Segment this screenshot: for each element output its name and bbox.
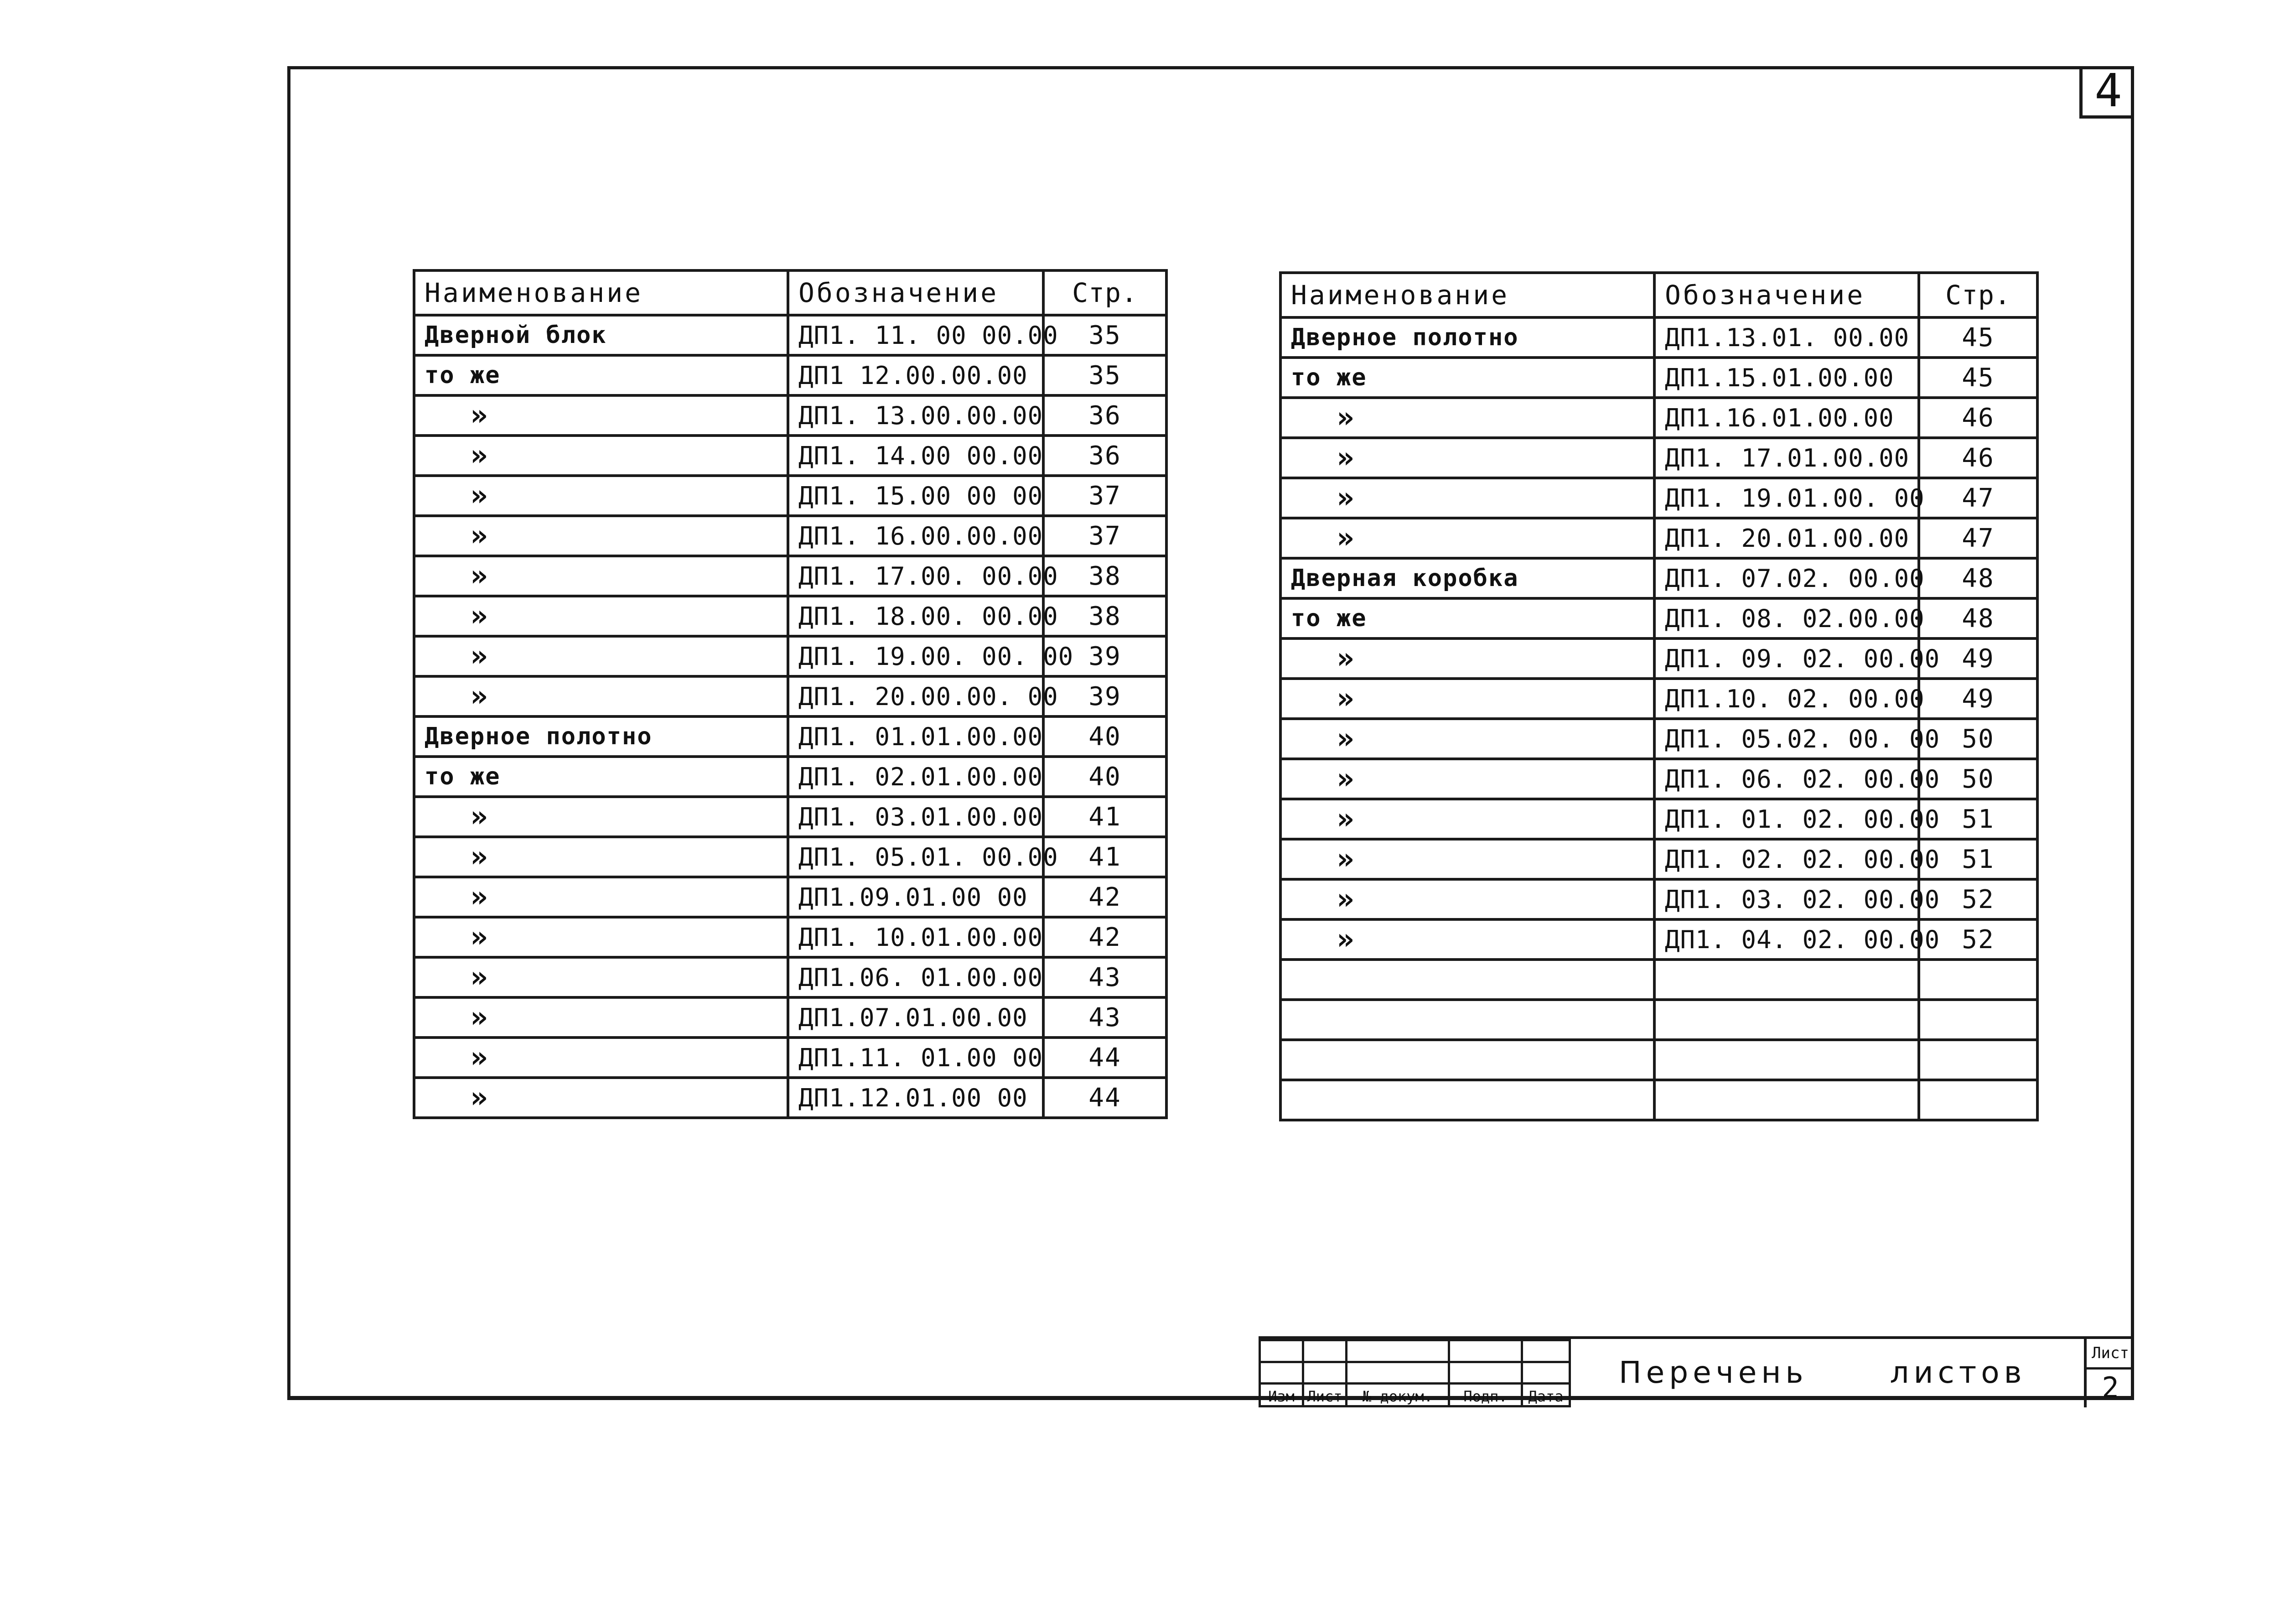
row-name: » bbox=[414, 1038, 788, 1078]
table-row bbox=[414, 1038, 1166, 1078]
table-row bbox=[1280, 719, 2037, 759]
table-row bbox=[414, 556, 1166, 596]
table-row bbox=[414, 917, 1166, 957]
table-row bbox=[1280, 358, 2037, 398]
row-name: » bbox=[1280, 679, 1654, 719]
table-row bbox=[1280, 839, 2037, 879]
row-code: ДП1.13.01. 00.00 bbox=[1654, 317, 1919, 358]
row-name: то же bbox=[414, 355, 788, 395]
table-row bbox=[414, 395, 1166, 436]
row-page: 43 bbox=[1043, 957, 1166, 997]
row-name: Дверной блок bbox=[414, 315, 788, 355]
row-code: ДП1. 14.00 00.00 bbox=[788, 436, 1043, 476]
row-code: ДП1.15.01.00.00 bbox=[1654, 358, 1919, 398]
row-name: » bbox=[414, 837, 788, 877]
table-row bbox=[414, 877, 1166, 917]
row-code: ДП1.07.01.00.00 bbox=[788, 997, 1043, 1038]
row-code: ДП1 12.00.00.00 bbox=[788, 355, 1043, 395]
table-row bbox=[414, 476, 1166, 516]
table-row bbox=[1280, 879, 2037, 919]
row-code: ДП1. 17.00. 00.00 bbox=[788, 556, 1043, 596]
row-page: 41 bbox=[1043, 797, 1166, 837]
table-row bbox=[414, 837, 1166, 877]
row-name: » bbox=[414, 516, 788, 556]
row-page: 47 bbox=[1919, 518, 2037, 558]
row-code: ДП1. 15.00 00 00 bbox=[788, 476, 1043, 516]
row-page: 51 bbox=[1919, 839, 2037, 879]
row-page: 38 bbox=[1043, 596, 1166, 636]
header-name: Наименование bbox=[414, 270, 788, 315]
sheet-label: Лист bbox=[2087, 1339, 2134, 1370]
table-row bbox=[1280, 1080, 2037, 1120]
row-name: » bbox=[414, 476, 788, 516]
row-name: » bbox=[414, 997, 788, 1038]
row-code: ДП1. 19.01.00. 00 bbox=[1654, 478, 1919, 518]
row-code: ДП1.10. 02. 00.00 bbox=[1654, 679, 1919, 719]
row-name: » bbox=[1280, 799, 1654, 839]
row-page: 42 bbox=[1043, 877, 1166, 917]
sheet-number: 2 bbox=[2102, 1371, 2119, 1404]
table-row bbox=[414, 957, 1166, 997]
row-code: ДП1. 02. 02. 00.00 bbox=[1654, 839, 1919, 879]
row-code: ДП1. 03. 02. 00.00 bbox=[1654, 879, 1919, 919]
table-row bbox=[414, 997, 1166, 1038]
row-name bbox=[1280, 960, 1654, 1000]
row-name: » bbox=[414, 436, 788, 476]
revision-grid bbox=[1259, 1339, 1571, 1407]
header-page: Стр. bbox=[1043, 270, 1166, 315]
row-code: ДП1. 02.01.00.00 bbox=[788, 757, 1043, 797]
row-page bbox=[1919, 1000, 2037, 1040]
row-code: ДП1. 19.00. 00. 00 bbox=[788, 636, 1043, 676]
row-name: Дверная коробка bbox=[1280, 558, 1654, 598]
table-row bbox=[1280, 398, 2037, 438]
row-name: » bbox=[414, 1078, 788, 1118]
row-name: Дверное полотно bbox=[414, 716, 788, 757]
sheet-list-table-left bbox=[413, 269, 1168, 1119]
table-row bbox=[1280, 638, 2037, 679]
rev-col-change: Изм bbox=[1260, 1384, 1303, 1406]
row-code: ДП1. 01. 02. 00.00 bbox=[1654, 799, 1919, 839]
row-name bbox=[1280, 1080, 1654, 1120]
row-page: 49 bbox=[1919, 679, 2037, 719]
table-row bbox=[414, 1078, 1166, 1118]
row-page: 41 bbox=[1043, 837, 1166, 877]
table-row bbox=[1280, 759, 2037, 799]
row-code: ДП1.09.01.00 00 bbox=[788, 877, 1043, 917]
header-code: Обозначение bbox=[788, 270, 1043, 315]
table-row bbox=[1280, 478, 2037, 518]
row-page bbox=[1919, 960, 2037, 1000]
row-code: ДП1.06. 01.00.00 bbox=[788, 957, 1043, 997]
row-code: ДП1. 20.00.00. 00 bbox=[788, 676, 1043, 716]
rev-col-date: Дата bbox=[1522, 1384, 1570, 1406]
row-code bbox=[1654, 960, 1919, 1000]
row-code: ДП1. 07.02. 00.00 bbox=[1654, 558, 1919, 598]
row-name: то же bbox=[1280, 598, 1654, 638]
row-code: ДП1.12.01.00 00 bbox=[788, 1078, 1043, 1118]
table-row bbox=[1280, 1040, 2037, 1080]
row-page: 40 bbox=[1043, 716, 1166, 757]
row-name: » bbox=[414, 917, 788, 957]
table-row bbox=[1280, 317, 2037, 358]
document-title bbox=[1619, 1355, 2108, 1390]
sheet-list-table-right bbox=[1279, 271, 2039, 1121]
row-page: 50 bbox=[1919, 719, 2037, 759]
row-name: » bbox=[414, 596, 788, 636]
row-code bbox=[1654, 1000, 1919, 1040]
row-page: 44 bbox=[1043, 1038, 1166, 1078]
rev-col-sheet: Лист bbox=[1303, 1384, 1347, 1406]
row-code: ДП1. 16.00.00.00 bbox=[788, 516, 1043, 556]
table-row bbox=[1280, 598, 2037, 638]
row-code: ДП1. 18.00. 00.00 bbox=[788, 596, 1043, 636]
row-code: ДП1. 10.01.00.00 bbox=[788, 917, 1043, 957]
row-page: 48 bbox=[1919, 558, 2037, 598]
row-name: » bbox=[414, 556, 788, 596]
row-page: 44 bbox=[1043, 1078, 1166, 1118]
rev-col-signature: Подп. bbox=[1449, 1384, 1522, 1406]
title-word-1: Перечень bbox=[1619, 1355, 1808, 1390]
row-code: ДП1. 05.01. 00.00 bbox=[788, 837, 1043, 877]
row-name: » bbox=[1280, 839, 1654, 879]
row-page: 37 bbox=[1043, 476, 1166, 516]
row-name: Дверное полотно bbox=[1280, 317, 1654, 358]
row-name: » bbox=[1280, 759, 1654, 799]
header-code: Обозначение bbox=[1654, 273, 1919, 317]
row-code: ДП1.11. 01.00 00 bbox=[788, 1038, 1043, 1078]
row-name: » bbox=[1280, 879, 1654, 919]
table-row bbox=[1280, 919, 2037, 960]
row-page: 46 bbox=[1919, 398, 2037, 438]
row-page bbox=[1919, 1040, 2037, 1080]
row-name: » bbox=[1280, 518, 1654, 558]
row-name: » bbox=[1280, 919, 1654, 960]
title-block bbox=[1259, 1336, 2134, 1405]
row-code: ДП1. 13.00.00.00 bbox=[788, 395, 1043, 436]
row-code bbox=[1654, 1040, 1919, 1080]
row-code: ДП1. 06. 02. 00.00 bbox=[1654, 759, 1919, 799]
table-row bbox=[414, 516, 1166, 556]
row-name: » bbox=[414, 797, 788, 837]
table-row bbox=[414, 716, 1166, 757]
row-page: 45 bbox=[1919, 317, 2037, 358]
row-page: 37 bbox=[1043, 516, 1166, 556]
row-page: 43 bbox=[1043, 997, 1166, 1038]
row-code: ДП1. 17.01.00.00 bbox=[1654, 438, 1919, 478]
table-row bbox=[414, 315, 1166, 355]
row-page: 40 bbox=[1043, 757, 1166, 797]
table-row bbox=[1280, 679, 2037, 719]
table-row bbox=[1280, 1000, 2037, 1040]
row-page: 38 bbox=[1043, 556, 1166, 596]
rev-col-doc-number: № докум. bbox=[1347, 1384, 1449, 1406]
table-row bbox=[414, 636, 1166, 676]
row-page: 49 bbox=[1919, 638, 2037, 679]
table-row bbox=[1280, 438, 2037, 478]
table-row bbox=[414, 436, 1166, 476]
row-code: ДП1. 03.01.00.00 bbox=[788, 797, 1043, 837]
header-name: Наименование bbox=[1280, 273, 1654, 317]
sheet-box bbox=[2084, 1339, 2134, 1407]
row-page: 36 bbox=[1043, 436, 1166, 476]
row-page: 35 bbox=[1043, 355, 1166, 395]
row-name: » bbox=[414, 676, 788, 716]
row-page: 48 bbox=[1919, 598, 2037, 638]
table-body bbox=[414, 315, 1166, 1118]
table-row bbox=[1280, 518, 2037, 558]
row-page: 46 bbox=[1919, 438, 2037, 478]
row-name: » bbox=[414, 877, 788, 917]
table-row bbox=[414, 676, 1166, 716]
row-name bbox=[1280, 1000, 1654, 1040]
row-code: ДП1. 08. 02.00.00 bbox=[1654, 598, 1919, 638]
table-header-row bbox=[1280, 273, 2037, 317]
row-page: 36 bbox=[1043, 395, 1166, 436]
table-row bbox=[414, 596, 1166, 636]
row-name: » bbox=[1280, 638, 1654, 679]
table-header-row bbox=[414, 270, 1166, 315]
row-code: ДП1.16.01.00.00 bbox=[1654, 398, 1919, 438]
table-row bbox=[1280, 799, 2037, 839]
row-code bbox=[1654, 1080, 1919, 1120]
row-page: 45 bbox=[1919, 358, 2037, 398]
row-code: ДП1. 09. 02. 00.00 bbox=[1654, 638, 1919, 679]
table-row bbox=[414, 797, 1166, 837]
row-page: 39 bbox=[1043, 636, 1166, 676]
header-page: Стр. bbox=[1919, 273, 2037, 317]
row-page: 52 bbox=[1919, 919, 2037, 960]
row-code: ДП1. 04. 02. 00.00 bbox=[1654, 919, 1919, 960]
row-name: » bbox=[414, 395, 788, 436]
row-page: 50 bbox=[1919, 759, 2037, 799]
row-name: » bbox=[414, 636, 788, 676]
page-number: 4 bbox=[2079, 66, 2134, 119]
row-name bbox=[1280, 1040, 1654, 1080]
table-row bbox=[414, 355, 1166, 395]
row-name: » bbox=[1280, 438, 1654, 478]
row-name: » bbox=[1280, 398, 1654, 438]
row-name: » bbox=[1280, 719, 1654, 759]
row-code: ДП1. 11. 00 00.00 bbox=[788, 315, 1043, 355]
row-page: 42 bbox=[1043, 917, 1166, 957]
title-word-2: листов bbox=[1890, 1355, 2026, 1390]
row-code: ДП1. 05.02. 00. 00 bbox=[1654, 719, 1919, 759]
table-row bbox=[1280, 558, 2037, 598]
row-code: ДП1. 01.01.00.00 bbox=[788, 716, 1043, 757]
row-name: то же bbox=[414, 757, 788, 797]
row-page: 47 bbox=[1919, 478, 2037, 518]
table-body bbox=[1280, 317, 2037, 1120]
row-name: » bbox=[1280, 478, 1654, 518]
row-page bbox=[1919, 1080, 2037, 1120]
row-page: 52 bbox=[1919, 879, 2037, 919]
row-page: 39 bbox=[1043, 676, 1166, 716]
row-page: 35 bbox=[1043, 315, 1166, 355]
row-name: » bbox=[414, 957, 788, 997]
table-row bbox=[414, 757, 1166, 797]
row-page: 51 bbox=[1919, 799, 2037, 839]
row-code: ДП1. 20.01.00.00 bbox=[1654, 518, 1919, 558]
row-name: то же bbox=[1280, 358, 1654, 398]
table-row bbox=[1280, 960, 2037, 1000]
